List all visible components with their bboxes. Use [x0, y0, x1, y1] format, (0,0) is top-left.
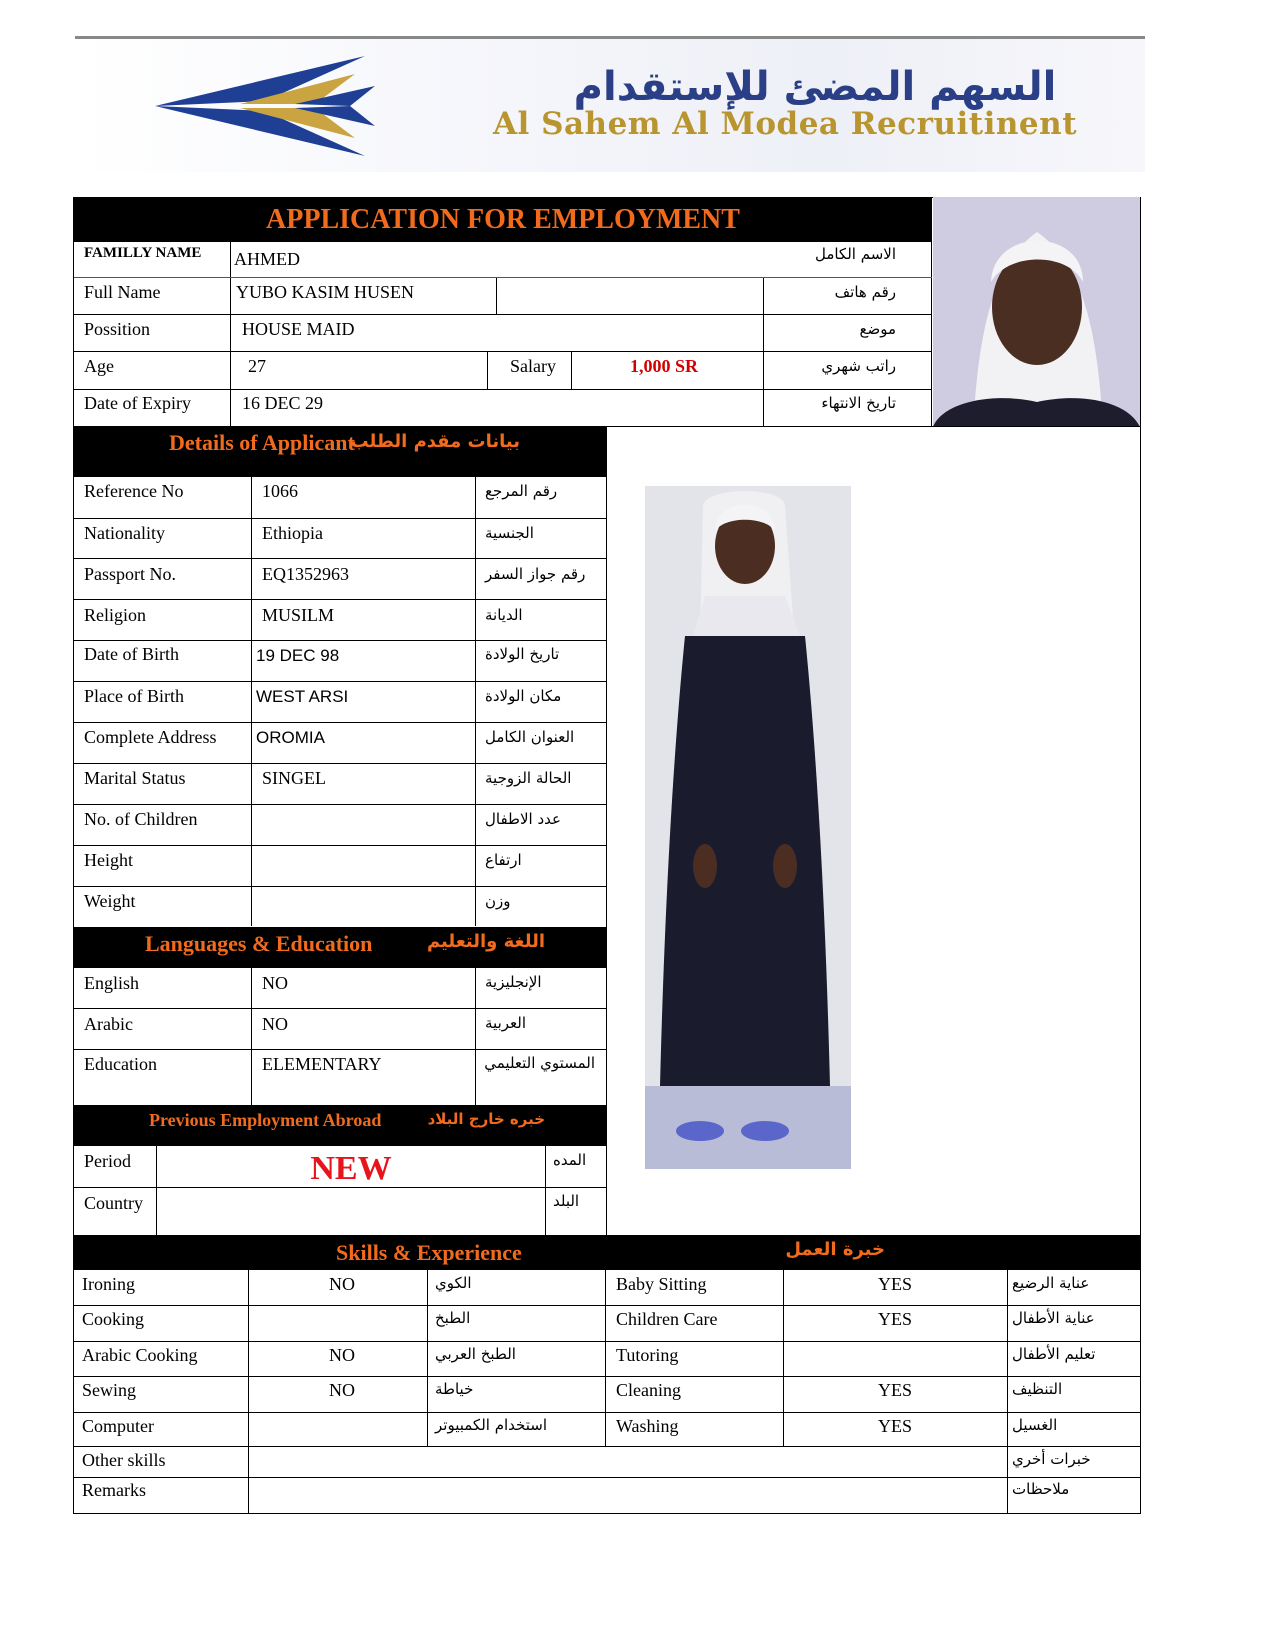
expiry-date-value: 16 DEC 29: [242, 393, 323, 413]
children-label-ar: عدد الاطفال: [485, 810, 561, 828]
remarks-label-ar: ملاحظات: [1012, 1480, 1070, 1498]
age-label: Age: [84, 356, 114, 376]
company-name-arabic: السهم المضئ للإستقدام: [573, 64, 1057, 110]
country-label: Country: [84, 1193, 144, 1213]
passport-label-ar: رقم جواز السفر: [485, 565, 586, 583]
arabic-label: Arabic: [84, 1014, 133, 1034]
marital-value: SINGEL: [262, 768, 326, 788]
children-care-label: Children Care: [616, 1309, 718, 1329]
children-label: No. of Children: [84, 809, 198, 829]
position-value: HOUSE MAID: [242, 319, 355, 339]
cleaning-value: YES: [877, 1380, 912, 1400]
religion-value: MUSILM: [262, 605, 335, 625]
tutoring-label-ar: تعليم الأطفال: [1012, 1345, 1096, 1363]
washing-label-ar: الغسيل: [1012, 1416, 1058, 1434]
address-label: Complete Address: [84, 727, 217, 747]
washing-label: Washing: [616, 1416, 679, 1436]
arabic-cooking-label-ar: الطبخ العربي: [435, 1345, 516, 1363]
previous-title-ar: خبره خارج البلاد: [427, 1110, 545, 1128]
sewing-label: Sewing: [82, 1380, 136, 1400]
address-label-ar: العنوان الكامل: [485, 728, 575, 746]
country-label-ar: البلد: [553, 1192, 580, 1210]
previous-title: Previous Employment Abroad: [149, 1110, 382, 1130]
ironing-label: Ironing: [82, 1274, 135, 1294]
children-care-value: YES: [877, 1309, 912, 1329]
computer-label: Computer: [82, 1416, 154, 1436]
computer-label-ar: استخدام الكمبيوتر: [435, 1416, 547, 1434]
nationality-value: Ethiopia: [262, 523, 323, 543]
other-skills-label: Other skills: [82, 1450, 166, 1470]
height-label: Height: [84, 850, 133, 870]
baby-sitting-label: Baby Sitting: [616, 1274, 707, 1294]
remarks-label: Remarks: [82, 1480, 146, 1500]
period-label: Period: [84, 1151, 131, 1171]
nationality-label: Nationality: [84, 523, 165, 543]
dob-label-ar: تاريخ الولادة: [485, 645, 560, 663]
age-value: 27: [248, 356, 266, 376]
nationality-label-ar: الجنسية: [485, 524, 534, 542]
english-label: English: [84, 973, 140, 993]
baby-sitting-value: YES: [877, 1274, 912, 1294]
baby-sitting-label-ar: عناية الرضيع: [1012, 1274, 1090, 1292]
reference-value: 1066: [262, 481, 298, 501]
cleaning-label-ar: التنظيف: [1012, 1380, 1063, 1398]
new-stamp: NEW: [310, 1150, 392, 1187]
expiry-date-label-ar: تاريخ الانتهاء: [821, 394, 896, 412]
marital-label: Marital Status: [84, 768, 186, 788]
marital-label-ar: الحالة الزوجية: [485, 769, 572, 787]
sewing-value: NO: [329, 1380, 355, 1400]
sewing-label-ar: خياطة: [435, 1380, 474, 1398]
full-name-label: Full Name: [84, 282, 161, 302]
applicant-portrait-photo: [933, 197, 1140, 427]
children-care-label-ar: عناية الأطفال: [1012, 1309, 1095, 1327]
cooking-label-ar: الطبخ: [435, 1309, 471, 1327]
education-label: Education: [84, 1054, 157, 1074]
address-value: OROMIA: [256, 728, 325, 747]
cleaning-label: Cleaning: [616, 1380, 681, 1400]
education-label-ar: المستوي التعليمي: [484, 1054, 595, 1072]
salary-value: 1,000 SR: [630, 356, 699, 376]
family-name-label-ar: الاسم الكامل: [814, 245, 896, 263]
arabic-value: NO: [262, 1014, 288, 1034]
form-title: APPLICATION FOR EMPLOYMENT: [266, 204, 740, 235]
monthly-salary-label-ar: راتب شهري: [821, 357, 896, 375]
weight-label-ar: وزن: [485, 892, 511, 910]
weight-label: Weight: [84, 891, 136, 911]
skills-title-ar: خبرة العمل: [785, 1239, 885, 1260]
salary-label: Salary: [510, 356, 556, 376]
reference-label-ar: رقم المرجع: [485, 482, 558, 500]
education-value: ELEMENTARY: [262, 1054, 382, 1074]
family-name-label: FAMILLY NAME: [84, 245, 202, 261]
company-logo-icon: [145, 46, 385, 166]
reference-label: Reference No: [84, 481, 184, 501]
washing-value: YES: [877, 1416, 912, 1436]
pob-value: WEST ARSI: [256, 687, 349, 706]
religion-label: Religion: [84, 605, 146, 625]
period-label-ar: المده: [553, 1151, 587, 1169]
cooking-label: Cooking: [82, 1309, 145, 1329]
arabic-label-ar: العربية: [485, 1014, 526, 1032]
position-label: Possition: [84, 319, 151, 339]
english-value: NO: [262, 973, 288, 993]
arabic-cooking-label: Arabic Cooking: [82, 1345, 198, 1365]
languages-title: Languages & Education: [145, 931, 373, 956]
position-label-ar: موضع: [859, 320, 896, 338]
height-label-ar: ارتفاع: [485, 851, 522, 869]
details-title: Details of Applicant: [169, 430, 355, 455]
details-title-ar: بيانات مقدم الطلب: [350, 431, 520, 452]
english-label-ar: الإنجليزية: [485, 973, 542, 991]
dob-label: Date of Birth: [84, 644, 179, 664]
other-skills-label-ar: خبرات أخري: [1012, 1450, 1091, 1468]
ironing-value: NO: [329, 1274, 355, 1294]
passport-value: EQ1352963: [262, 564, 349, 584]
arabic-cooking-value: NO: [329, 1345, 355, 1365]
religion-label-ar: الديانة: [485, 606, 523, 624]
languages-title-ar: اللغة والتعليم: [426, 931, 545, 952]
skills-header-bar: [74, 1235, 1140, 1270]
pob-label-ar: مكان الولادة: [485, 687, 562, 705]
expiry-date-label: Date of Expiry: [84, 393, 191, 413]
full-name-value: YUBO KASIM HUSEN: [236, 282, 415, 302]
tutoring-label: Tutoring: [616, 1345, 679, 1365]
ironing-label-ar: الكوي: [435, 1274, 472, 1292]
applicant-full-body-photo: [645, 486, 851, 1169]
phone-label-ar: رقم هاتف: [834, 283, 896, 301]
skills-title: Skills & Experience: [336, 1240, 522, 1265]
dob-value: 19 DEC 98: [256, 646, 340, 665]
pob-label: Place of Birth: [84, 686, 184, 706]
company-banner: [75, 36, 1145, 172]
passport-label: Passport No.: [84, 564, 177, 584]
company-name-english: Al Sahem Al Modea Recruitinent: [492, 106, 1078, 142]
family-name-value: AHMED: [234, 249, 300, 269]
